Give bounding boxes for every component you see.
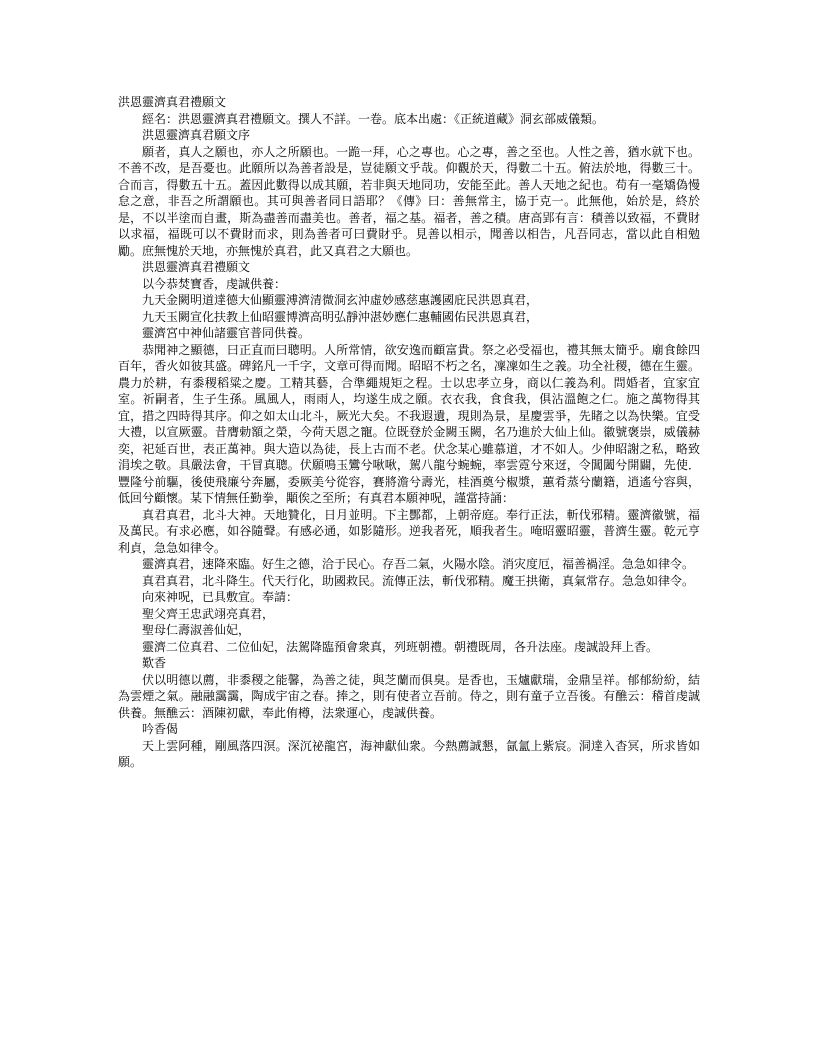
deity-invocation-2: 九天玉闕宣化扶教上仙昭靈博濟高明弘靜沖湛妙應仁惠輔國佑民洪恩真君， <box>142 309 539 324</box>
preface-heading: 洪恩靈濟真君願文序 <box>142 128 251 142</box>
section-heading-yinxiangji: 吟香偈 <box>142 722 179 736</box>
section-heading-tanxiang: 歎香 <box>142 656 167 670</box>
incantation-1: 真君真君，北斗大神。天地贊化，日月並明。下主酆都，上朝帝庭。奉行正法，斬伐邪精。靈濟徽號，福及萬民。有求必應，如谷隨聲。有感必通，如影隨形。逆我者死，順我者生。唵昭靈昭靈，普濟生靈。乾元亨利貞，急急如律令。 <box>118 507 700 555</box>
invitation-line: 向來神呪，已具敷宣。奉請： <box>142 590 299 604</box>
ritual-heading: 洪恩靈濟真君禮願文 <box>142 260 251 274</box>
incantation-2: 靈濟真君，速降來臨。好生之德，洽于民心。存吾二氣，火陽水陰。消灾度厄，福善禍淫。急急如律令。 <box>142 557 695 571</box>
bibliographic-note: 經名：洪恩靈濟真君禮願文。撰人不詳。一卷。底本出處：《正統道藏》洞玄部威儀類。 <box>142 111 605 126</box>
invited-deity-2: 聖母仁壽淑善仙妃， <box>142 623 251 637</box>
preface-body: 願者，真人之願也，亦人之所願也。一跪一拜，心之專也。心之專，善之至也。人性之善，猶水就下也。不善不改，是吾憂也。此願所以為善者設是，豈徒願文乎哉。仰觀於天，得數二十五。俯法於地，得數三十。合而言，得數五十五。蓋因此數得以成其願，若非與天地同功，安能至此。善人天地之紀也。苟有一毫矯偽慢怠之意，非吾之所謂願也。其可與善者同日語耶？《傳》曰：善無常主，協于克一。此無他，始於是，終於是，不以半塗而自畫，斯為盡善而盡美也。善者，福之基。福者，善之積。唐高郢有言：積善以致福，不費財以求福，福既可以不費財而求，則為善者可曰費財乎。見善以相示，聞善以相告，凡吾同志，當以此自相勉勵。庶無愧於天地，亦無愧於真君，此又真君之大願也。 <box>118 144 700 258</box>
incantation-3: 真君真君，北斗降生。代天行化，助國救民。流傳正法，斬伐邪精。魔王拱衛，真氣常存。急急如律令。 <box>142 573 695 588</box>
eulogy-body: 恭聞神之顯德，曰正直而曰聰明。人所常情，欲安逸而顧富貴。祭之必受福也，禮其無太簡乎。廟食餘四百年，香火如彼其盛。碑銘凡一千字，文章可得而聞。昭昭不朽之名，凜凜如生之義。功全社稷，德在生靈。農力於耕，有黍稷稻粱之慶。工精其藝，合準繩規矩之程。士以忠孝立身，商以仁義為利。問婚者，宜家宜室。祈嗣者，生子生孫。風風人，雨雨人，均遂生成之願。衣衣我，食食我，俱沾溫飽之仁。施之萬物得其宜，措之四時得其序。仰之如太山北斗，厥光大矣。不我遐遺，現則為景，星慶雲爭，先睹之以為快樂。宜受大禮，以宣厥靈。昔膺勅額之榮，今荷天恩之寵。位既登於金闕玉闕，名乃進於大仙上仙。徽號褒崇，威儀赫奕，祀延百世，表正萬神。與大造以為徒，長上古而不老。伏念某心雖慕道，才不如人。少伸昭謝之私，略致涓埃之敬。具嚴法會，干冒真聰。伏願鳴玉鸞兮啾啾，駕八龍兮蜿蜿，率雲霓兮來迓，令閶闔兮開闢，先使．豐隆兮前驅，後使飛廉兮奔屬，委厥美兮從容，賽將澹兮壽光，桂酒奠兮椒漿，蕙肴蒸兮蘭籍，逍遙兮容與，低回兮顧懷。某下情無任勤拳，顒俟之至所；有真君本願神呪，謹當持誦： <box>118 342 700 505</box>
yinxiangji-body: 天上雲阿種，剛風落四溟。深沉祕龍宮，海神獻仙衆。今熱薦誠懇，氤氳上紫宸。洞達入杳冥，所求皆如願。 <box>118 738 700 769</box>
document-title: 洪恩靈濟真君禮願文 <box>118 95 227 109</box>
invited-deity-1: 聖父齊王忠武翊亮真君， <box>142 606 275 621</box>
offering-line: 以今恭焚寶香，虔誠供養： <box>142 276 287 291</box>
invited-deity-3: 靈濟二位真君、二位仙妃，法駕降臨預會衆真，列班朝禮。朝禮既周，各升法座。虔誠設拜上香。 <box>142 639 659 654</box>
tanxiang-body: 伏以明德以薦，非黍稷之能馨，為善之徒，與芝蘭而俱臭。是香也，玉爐獻瑞，金鼎呈祥。郁郁紛紛，結為雲煙之氣。融融靄靄，陶成宇宙之春。捧之，則有使者立吾前。侍之，則有童子立吾後。有醮云：稽首虔誠供養。無醮云：酒陳初獻，奉此侑樽，法衆運心，虔誠供養。 <box>118 672 700 720</box>
document-text-body <box>118 94 700 771</box>
deity-invocation-1: 九天金闕明道達德大仙顯靈溥濟清微洞玄沖虛妙感慈惠護國庇民洪恩真君， <box>142 293 539 307</box>
deity-invocation-3: 靈濟宮中神仙諸靈官普同供養。 <box>142 326 311 340</box>
